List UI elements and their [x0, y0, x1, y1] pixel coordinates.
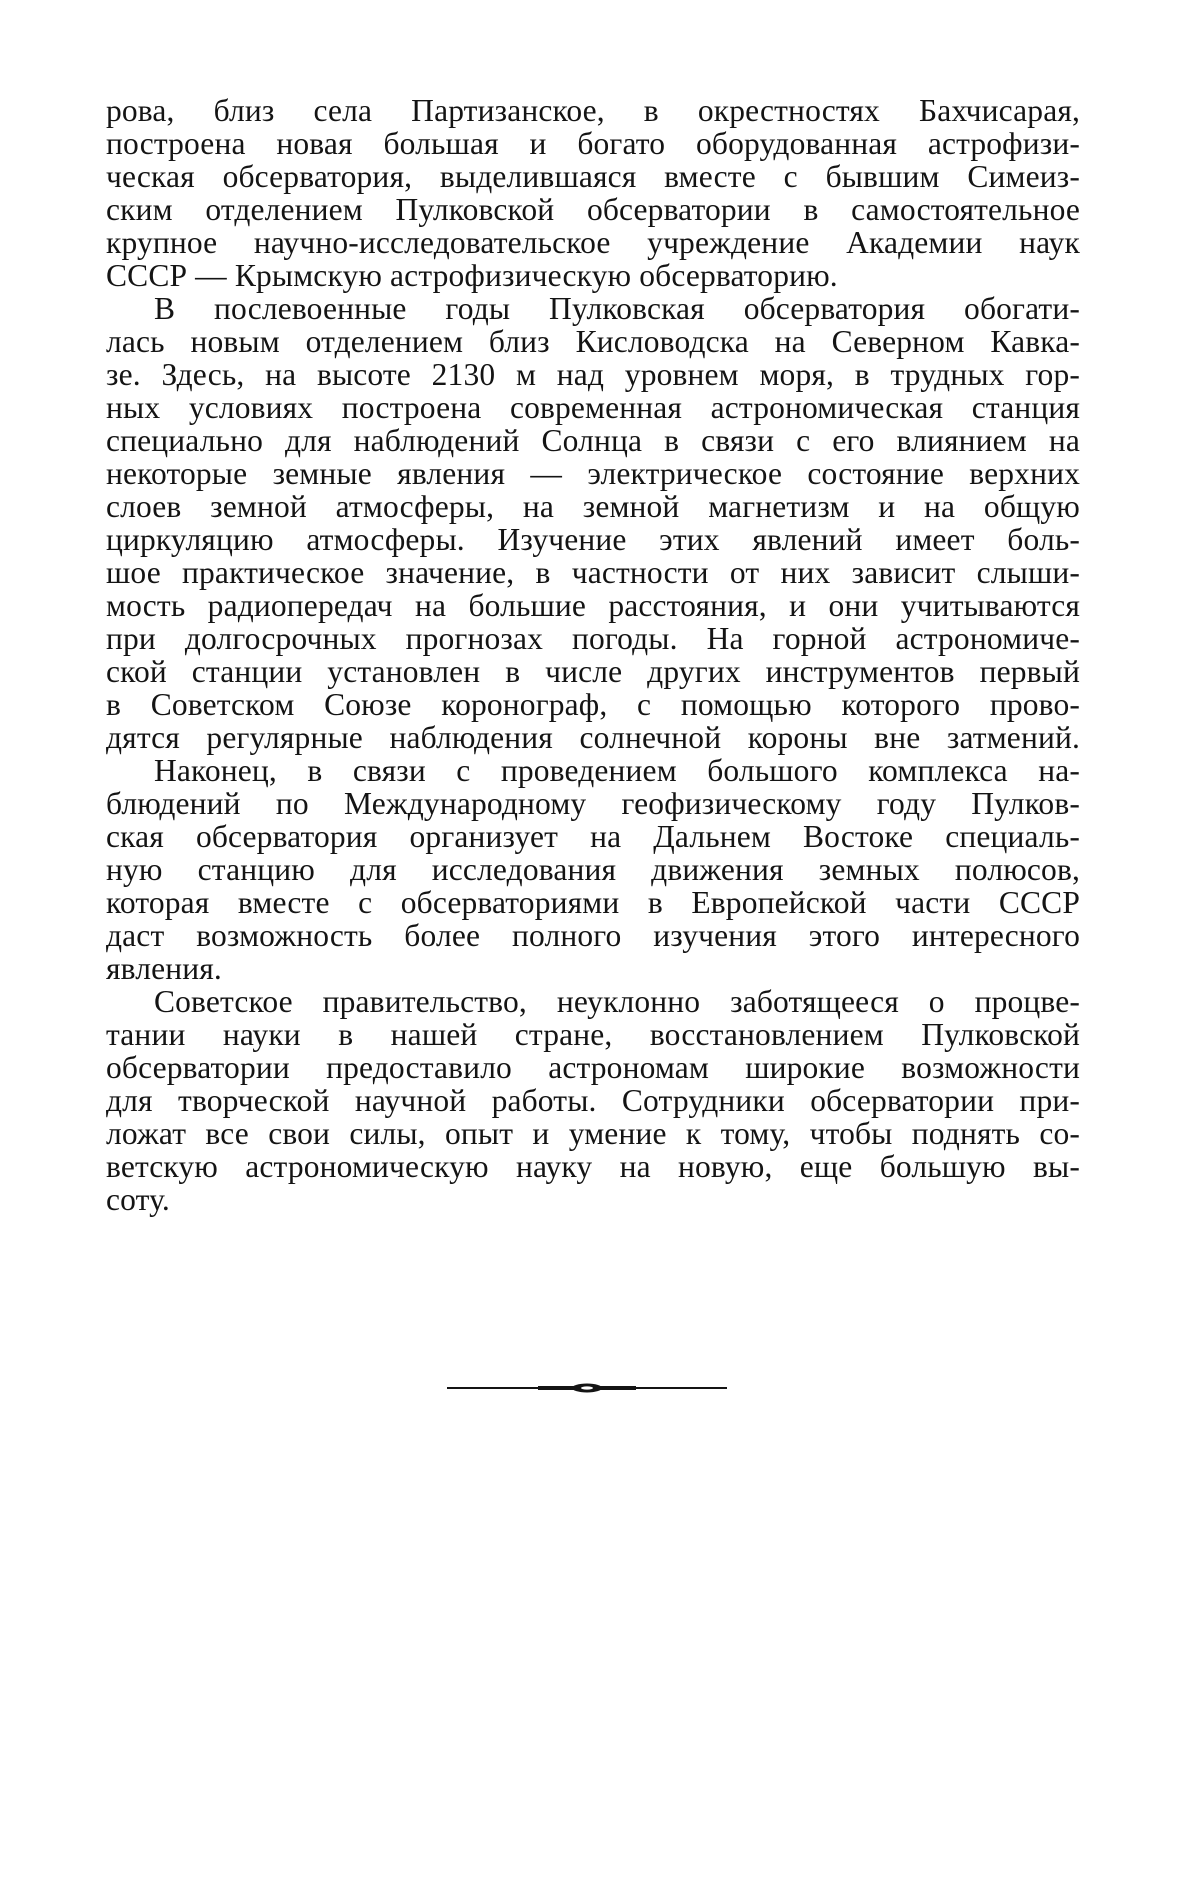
text-line: построена новая большая и богато оборудованная астрофизи-: [106, 126, 1080, 161]
text-line: рова, близ села Партизанское, в окрестностях Бахчисарая,: [106, 93, 1080, 128]
text-line: при долгосрочных прогнозах погоды. На горной астрономиче-: [106, 621, 1080, 656]
body-text: [106, 94, 1080, 1216]
text-line: явления.: [106, 951, 222, 986]
text-line: ную станцию для исследования движения земных полюсов,: [106, 852, 1080, 887]
text-line: ская обсерватория организует на Дальнем Востоке специаль-: [106, 819, 1080, 854]
text-line: которая вместе с обсерваториями в Европейской части СССР: [106, 885, 1080, 920]
text-line: даст возможность более полного изучения этого интересного: [106, 918, 1080, 953]
text-line: Советское правительство, неуклонно заботящееся о процве-: [154, 984, 1080, 1019]
text-line: Наконец, в связи с проведением большого комплекса на-: [154, 753, 1080, 788]
text-line: мость радиопередач на большие расстояния, и они учитываются: [106, 588, 1080, 623]
text-line: специально для наблюдений Солнца в связи с его влиянием на: [106, 423, 1080, 458]
text-line: крупное научно-исследовательское учреждение Академии наук: [106, 225, 1080, 260]
text-line: ческая обсерватория, выделившаяся вместе с бывшим Симеиз-: [106, 159, 1080, 194]
text-line: блюдений по Международному геофизическому году Пулков-: [106, 786, 1080, 821]
text-line: циркуляцию атмосферы. Изучение этих явлений имеет боль-: [106, 522, 1080, 557]
text-line: некоторые земные явления — электрическое состояние верхних: [106, 456, 1080, 491]
text-line: В послевоенные годы Пулковская обсерватория обогати-: [154, 291, 1080, 326]
text-line: зе. Здесь, на высоте 2130 м над уровнем моря, в трудных гор-: [106, 357, 1080, 392]
text-line: ложат все свои силы, опыт и умение к тому, чтобы поднять со-: [106, 1116, 1080, 1151]
text-line: ской станции установлен в числе других инструментов первый: [106, 654, 1080, 689]
text-line: дятся регулярные наблюдения солнечной короны вне затмений.: [106, 720, 1080, 755]
text-line: лась новым отделением близ Кисловодска на Северном Кавка-: [106, 324, 1080, 359]
text-line: ветскую астрономическую науку на новую, еще большую вы-: [106, 1149, 1080, 1184]
text-line: обсерватории предоставило астрономам широкие возможности: [106, 1050, 1080, 1085]
text-line: соту.: [106, 1182, 170, 1217]
text-line: в Советском Союзе коронограф, с помощью которого прово-: [106, 687, 1080, 722]
text-line: слоев земной атмосферы, на земной магнетизм и на общую: [106, 489, 1080, 524]
text-line: для творческой научной работы. Сотрудники обсерватории при-: [106, 1083, 1080, 1118]
text-line: ных условиях построена современная астрономическая станция: [106, 390, 1080, 425]
text-line: ским отделением Пулковской обсерватории в самостоятельное: [106, 192, 1080, 227]
ornament-divider: [446, 1380, 728, 1396]
text-line: тании науки в нашей стране, восстановлением Пулковской: [106, 1017, 1080, 1052]
text-line: СССР — Крымскую астрофизическую обсерваторию.: [106, 258, 838, 293]
text-line: шое практическое значение, в частности от них зависит слыши-: [106, 555, 1080, 590]
